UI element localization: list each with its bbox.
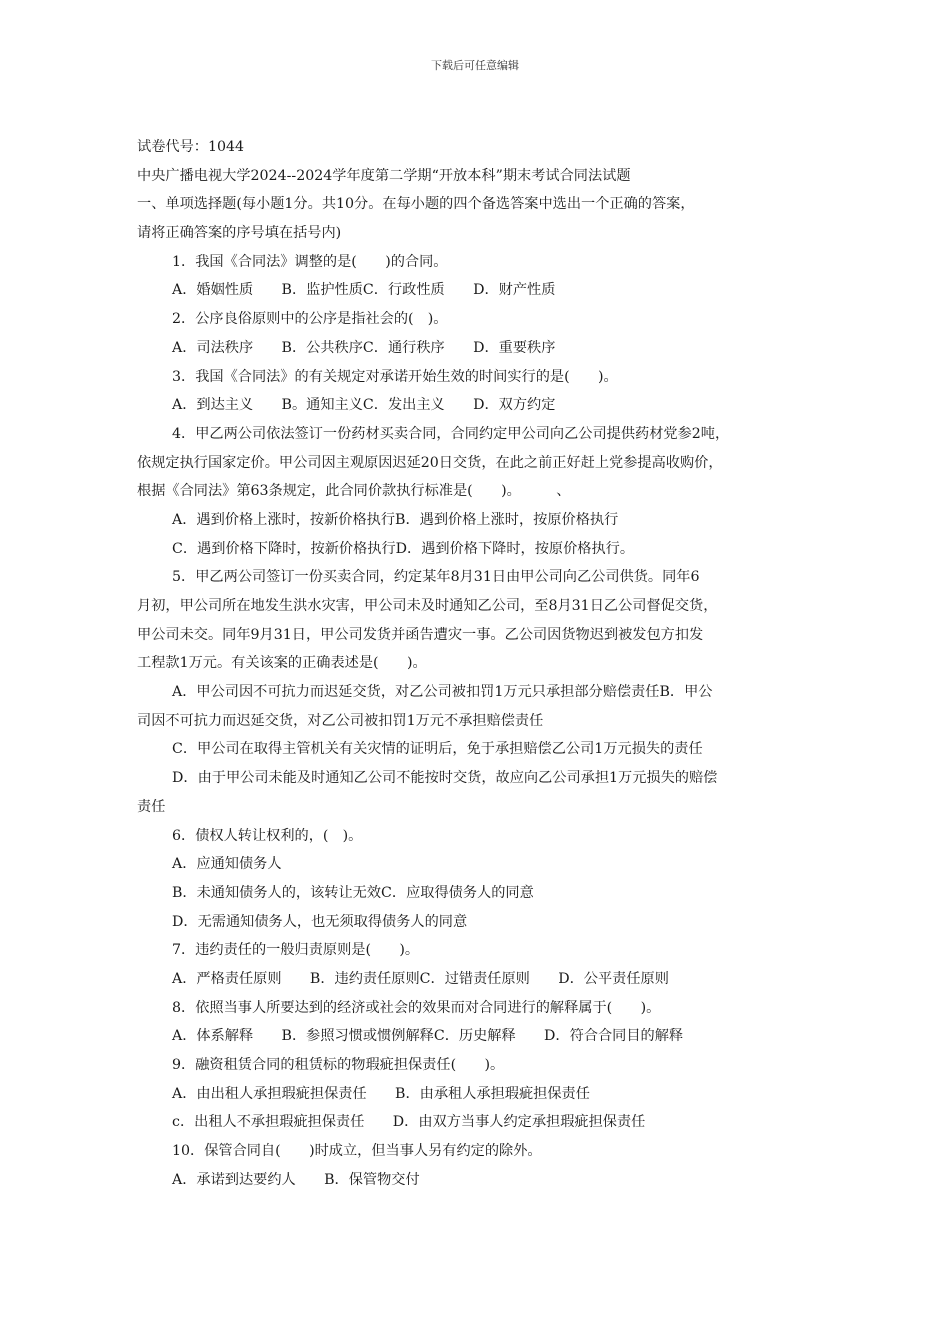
question-6: 6．债权人转让权利的，( )。 — [172, 827, 363, 844]
question-5-option-c: C．甲公司在取得主管机关有关灾情的证明后，免于承担赔偿乙公司1万元损失的责任 — [172, 741, 703, 758]
question-5-line1: 5．甲乙两公司签订一份买卖合同，约定某年8月31日由甲公司向乙公司供货。同年6 — [172, 569, 700, 586]
exam-code: 试卷代号：1044 — [137, 139, 245, 155]
question-5-line2: 月初，甲公司所在地发生洪水灾害，甲公司未及时通知乙公司，至8月31日乙公司督促交货， — [137, 598, 718, 614]
question-10-options: A．承诺到达要约人 B．保管物交付 — [172, 1171, 420, 1188]
question-4-line2: 依规定执行国家定价。甲公司因主观原因迟延20日交货，在此之前正好赶上党参提高收购价， — [137, 454, 723, 471]
question-5-line4: 工程款1万元。有关该案的正确表述是( )。 — [137, 655, 427, 672]
question-5-option-a-line2: 司因不可抗力而迟延交货，对乙公司被扣罚1万元不承担赔偿责任 — [137, 712, 544, 729]
question-4-option-ab: A．遇到价格上涨时，按新价格执行B．遇到价格上涨时，按原价格执行 — [172, 511, 619, 528]
question-5-option-d-line2: 责任 — [137, 798, 166, 815]
question-10: 10．保管合同自( )时成立，但当事人另有约定的除外。 — [172, 1143, 542, 1160]
question-4-line3: 根据《合同法》第63条规定，此合同价款执行标准是( )。 、 — [137, 483, 571, 500]
question-9-option-ab: A．由出租人承担瑕疵担保责任 B．由承租人承担瑕疵担保责任 — [172, 1085, 590, 1102]
question-9: 9．融资租赁合同的租赁标的物瑕疵担保责任( )。 — [172, 1057, 505, 1073]
question-3-options: A．到达主义 B。通知主义C．发出主义 D．双方约定 — [172, 397, 556, 414]
question-2-options: A．司法秩序 B．公共秩序C．通行秩序 D．重要秩序 — [172, 339, 556, 356]
section-heading-line2: 请将正确答案的序号填在括号内) — [137, 225, 342, 242]
exam-title: 中央广播电视大学2024--2024学年度第二学期“开放本科”期末考试合同法试题 — [137, 167, 631, 184]
question-8: 8．依照当事人所要达到的经济或社会的效果而对合同进行的解释属于( )。 — [172, 999, 661, 1016]
question-1-options: A．婚姻性质 B．监护性质C．行政性质 D．财产性质 — [172, 282, 556, 299]
question-4-option-cd: C．遇到价格下降时，按新价格执行D．遇到价格下降时，按原价格执行。 — [172, 540, 635, 557]
question-3: 3．我国《合同法》的有关规定对承诺开始生效的时间实行的是( )。 — [172, 368, 618, 385]
question-8-options: A．体系解释 B．参照习惯或惯例解释C．历史解释 D．符合合同目的解释 — [172, 1028, 684, 1045]
question-9-option-cd: c．出租人不承担瑕疵担保责任 D．由双方当事人约定承担瑕疵担保责任 — [172, 1114, 646, 1131]
question-5-option-d-line1: D．由于甲公司未能及时通知乙公司不能按时交货，故应向乙公司承担1万元损失的赔偿 — [172, 770, 718, 787]
exam-document — [137, 133, 817, 1194]
question-7: 7．违约责任的一般归责原则是( )。 — [172, 942, 420, 959]
question-5-option-a-line1: A．甲公司因不可抗力而迟延交货，对乙公司被扣罚1万元只承担部分赔偿责任B．甲公 — [172, 684, 713, 701]
question-6-option-d: D．无需通知债务人，也无须取得债务人的同意 — [172, 913, 468, 930]
question-4-line1: 4．甲乙两公司依法签订一份药材买卖合同，合同约定甲公司向乙公司提供药材党参2吨， — [172, 425, 730, 442]
question-5-line3: 甲公司未交。同年9月31日，甲公司发货并函告遭灾一事。乙公司因货物迟到被发包方扣发 — [137, 626, 704, 643]
question-6-option-a: A．应通知债务人 — [172, 856, 282, 873]
question-2: 2．公序良俗原则中的公序是指社会的( )。 — [172, 311, 448, 328]
page-header: 下载后可任意编辑 — [431, 59, 519, 72]
section-heading-line1: 一、单项选择题(每小题1分。共10分。在每小题的四个备选答案中选出一个正确的答案， — [137, 196, 695, 213]
question-6-option-bc: B．未通知债务人的，该转让无效C．应取得债务人的同意 — [172, 884, 534, 901]
question-1: 1．我国《合同法》调整的是( )的合同。 — [172, 253, 448, 270]
question-7-options: A．严格责任原则 B．违约责任原则C．过错责任原则 D．公平责任原则 — [172, 970, 669, 987]
